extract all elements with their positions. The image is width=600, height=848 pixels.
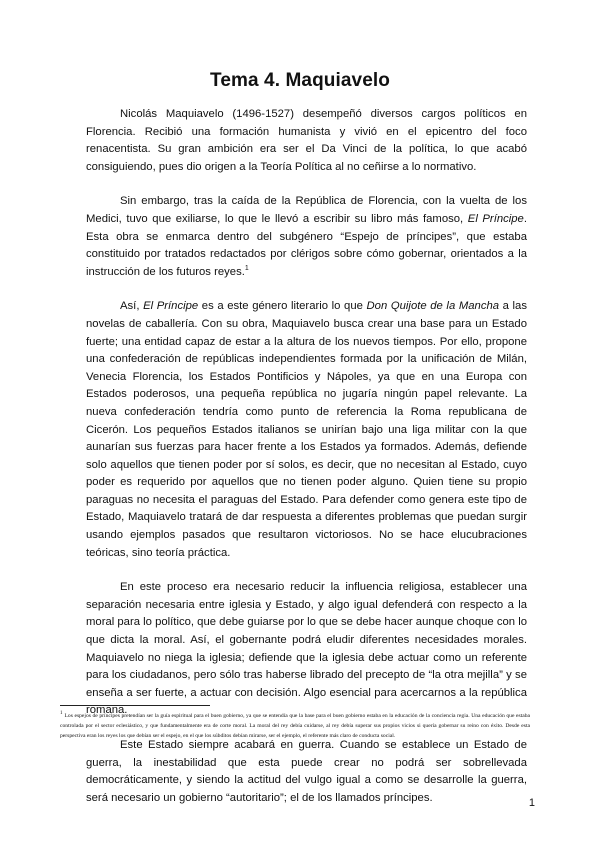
footnote-text: Los espejos de príncipes pretendían ser la guía espiritual para el buen gobierno, ya que se entendía que la base para el buen gobierno estaba en la educación de la conciencia regia. Una educación que estaba controlada por el sector eclesiástico, y que fundamentalmente era de corte moral. La moral del rey debía cuidarse, al rey debía superar sus propios vicios si quería gobernar su reino con éxito. Desde esta perspectiva eran los reyes los que debían ser el espejo, en el que los súbditos debían mirarse, ser el ejemplo, el referente más claro de conducta social. [60, 713, 530, 739]
paragraph-text: Este Estado siempre acabará en guerra. Cuando se establece un Estado de guerra, la inestabilidad que esta puede crear no podrá ser sobrellevada democráticamente, y siendo la actitud del vulgo igual a como se desarrolle la guerra, será necesario un gobierno “autoritario”; el de los llamados príncipes. [86, 739, 527, 804]
page-title: Tema 4. Maquiavelo [210, 70, 390, 91]
page-number: 1 [528, 797, 535, 809]
footnote-divider [60, 705, 210, 706]
paragraph-confederation [86, 298, 527, 562]
paragraph-text: es a este género literario lo que [198, 300, 367, 313]
paragraph-text: a las novelas de caballería. Con su obra, Maquiavelo busca crear una base para un Estado fuerte; una entidad capaz de estar a la altura de los nuevos tiempos. Por ello, propone una confederación de repúblicas independientes formada por la unificación de Milán, Venecia Florencia, los Estados Pontificios y Nápoles, ya que en una Europa con Estados poderosos, una pequeña república no jugaría ningún papel relevante. La nueva confederación tendría como punto de referencia la Roma republicana de Cicerón. Los pequeños Estados italianos se unirían bajo una liga militar con la que aunarían sus fuerzas para hacer frente a los Estados ya formados. Además, defiende solo aquellos que tienen poder por sí solos, es decir, que no necesitan al Estado, cuyo poder es requerido por aquellos que no tienen poder alguno. Quien tiene su propio paraguas no necesita el paraguas del Estado. Para defender como genera este tipo de Estado, Maquiavelo tratará de dar respuesta a diferentes problemas que puedan surgir usando ejemplos pasados que resultaron victoriosos. No se hace elucubraciones teóricas, sino teoría práctica. [86, 300, 527, 559]
paragraph-text: Sin embargo, tras la caída de la República de Florencia, con la vuelta de los Medici, tuvo que exiliarse, lo que le llevó a escribir su libro más famoso, [86, 195, 527, 225]
paragraph-text: . Esta obra se enmarca dentro del subgénero “Espejo de príncipes”, que estaba constituido por tratados redactados por clérigos sobre cómo gobernar, orientados a la instrucción de los futuros reyes. [86, 212, 527, 278]
paragraph-text: En este proceso era necesario reducir la influencia religiosa, establecer una separación necesaria entre iglesia y Estado, y algo igual defenderá con respecto a la moral para lo político, que debe guiarse por lo que se debe hacer aunque choque con lo que dicta la moral. Así, el gobernante podrá eludir diferentes necesidades morales. Maquiavelo no niega la iglesia; defiende que la iglesia debe actuar como un referente para los ciudadanos, pero sólo tras haberse librado del precepto de “la otra mejilla” y se enseña a ser fuerte, a actuar con decisión. Algo esencial para acercarnos a la república romana. [86, 581, 527, 717]
book-title-italic: El Príncipe [143, 300, 199, 313]
footnote-mark: 1 [60, 711, 63, 717]
footnote [60, 711, 530, 741]
footnote-reference[interactable]: 1 [244, 264, 249, 272]
paragraph-text: Nicolás Maquiavelo (1496-1527) desempeñó diversos cargos políticos en Florencia. Recibió una formación humanista y vivió en el epicentro del foco renacentista. Su gran ambición era ser el Da Vinci de la política, lo que acabó consiguiendo, pues dio origen a la Teoría Política al no ceñirse a lo normativo. [86, 108, 527, 173]
paragraph-war [86, 737, 527, 807]
paragraph-intro [86, 106, 527, 176]
paragraph-exile [86, 193, 527, 281]
book-title-italic: El Príncipe [467, 212, 524, 225]
paragraph-religion [86, 579, 527, 720]
paragraph-text: Así, [120, 300, 144, 313]
book-title-italic: Don Quijote de la Mancha [366, 300, 500, 313]
